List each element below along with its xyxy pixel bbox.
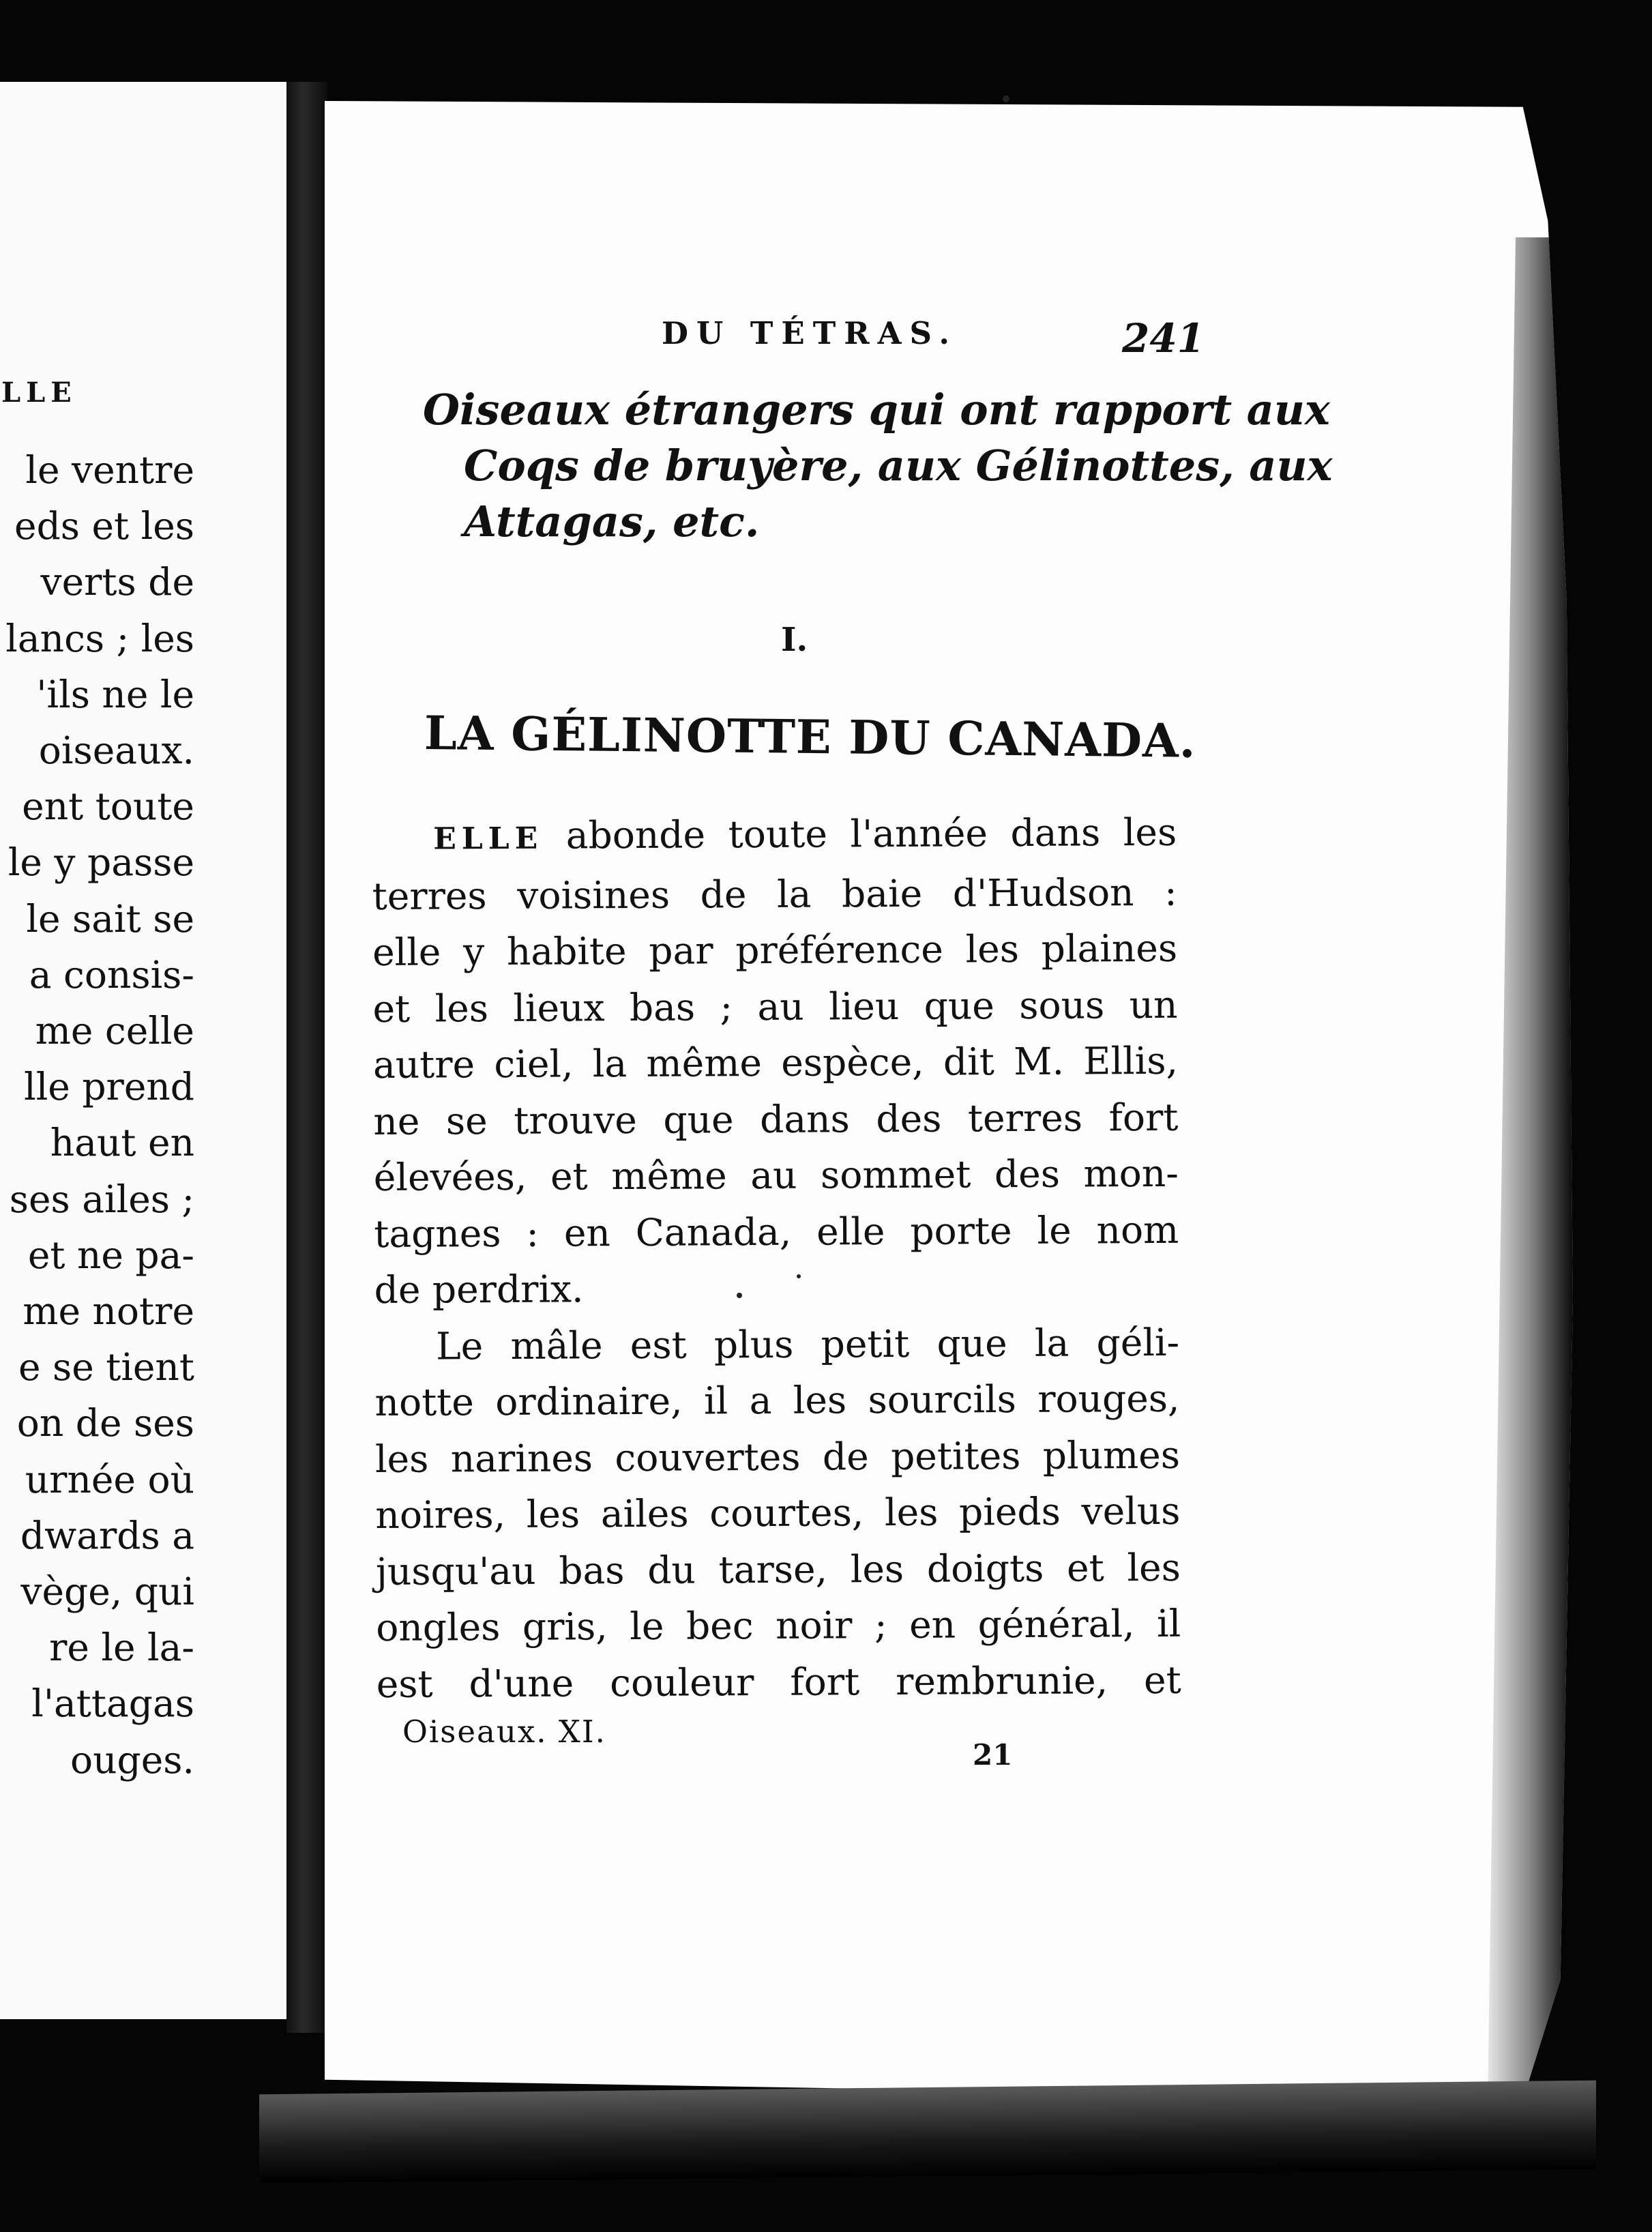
left-line: lle prend <box>24 1065 194 1109</box>
left-line: e se tient <box>18 1345 194 1390</box>
paragraph-1-first-line <box>372 804 1177 868</box>
left-line: oiseaux. <box>38 729 194 773</box>
text-line: elle y habite par préférence les plaines <box>372 926 1178 974</box>
left-line: verts de <box>40 560 194 604</box>
subtitle-line: Attagas, etc. <box>464 497 760 546</box>
text-line: noires, les ailes courtes, les pieds velus <box>375 1488 1181 1537</box>
left-line: eds et les <box>14 504 194 548</box>
book-gutter <box>286 82 327 2033</box>
scan-speck <box>1003 96 1009 102</box>
text-line: est d'une couleur fort rembrunie, et <box>376 1658 1181 1706</box>
text-line: notte ordinaire, il a les sourcils rouges, <box>374 1376 1180 1424</box>
page-number: 241 <box>1122 315 1205 362</box>
section-subtitle <box>423 382 1333 550</box>
text-line: de perdrix. <box>374 1267 584 1312</box>
left-line: le sait se <box>26 896 194 941</box>
left-line: ouges. <box>70 1737 194 1782</box>
left-line: a consis- <box>29 952 194 997</box>
page-edge-shadow <box>1477 237 1573 2147</box>
subtitle-line: Oiseaux étrangers qui ont rapport aux <box>423 385 1330 435</box>
left-line: me celle <box>35 1009 194 1053</box>
text-line: ongles gris, le bec noir ; en général, il <box>376 1601 1181 1649</box>
signature-mark: Oiseaux. XI. <box>402 1714 606 1750</box>
text-line: élevées, et même au sommet des mon- <box>373 1151 1179 1199</box>
body-text <box>372 804 1181 1712</box>
left-text-column <box>0 442 194 1788</box>
left-line: dwards a <box>20 1513 194 1557</box>
signature-number: 21 <box>973 1738 1013 1772</box>
scan-speck <box>797 1274 801 1278</box>
text-line: Le mâle est plus petit que la géli- <box>435 1320 1180 1368</box>
dropcap-word: ELLE <box>433 821 544 857</box>
text-line: ne se trouve que dans des terres fort <box>373 1095 1179 1143</box>
scan-speck <box>737 1293 742 1298</box>
left-line: 'ils ne le <box>36 672 194 716</box>
text-line: et les lieux bas ; au lieu que sous un <box>372 982 1178 1031</box>
subtitle-line: Coqs de bruyère, aux Gélinottes, aux <box>464 441 1333 490</box>
left-line: le y passe <box>8 840 194 885</box>
text-line: autre ciel, la même espèce, dit M. Ellis, <box>372 1038 1179 1087</box>
left-line: l'attagas <box>31 1682 194 1726</box>
left-line: vège, qui <box>20 1570 194 1614</box>
text-line: tagnes : en Canada, elle porte le nom <box>374 1207 1179 1256</box>
left-line: haut en <box>50 1121 194 1165</box>
left-line: lancs ; les <box>5 616 194 660</box>
left-line: urnée où <box>25 1457 194 1501</box>
left-line: on de ses <box>16 1401 194 1445</box>
left-line: ses ailes ; <box>9 1177 194 1221</box>
left-line: ent toute <box>22 784 194 829</box>
text-line: les narines couvertes de petites plumes <box>374 1433 1181 1481</box>
left-line: me notre <box>23 1289 194 1334</box>
left-line: re le la- <box>49 1626 194 1670</box>
running-head: DU TÉTRAS. <box>662 315 958 351</box>
left-line: le ventre <box>25 448 194 492</box>
text-line: jusqu'au bas du tarse, les doigts et les <box>375 1545 1181 1594</box>
left-page-fragment <box>0 82 296 2019</box>
left-line: et ne pa- <box>27 1233 194 1277</box>
page-bottom-shadow <box>259 2081 1596 2184</box>
left-running-head: LLE <box>1 377 77 409</box>
section-number: I. <box>781 621 808 659</box>
chapter-title: LA GÉLINOTTE DU CANADA. <box>424 706 1196 769</box>
first-line-rest: abonde toute l'année dans les <box>542 810 1177 857</box>
text-line: terres voisines de la baie d'Hudson : <box>372 870 1177 918</box>
